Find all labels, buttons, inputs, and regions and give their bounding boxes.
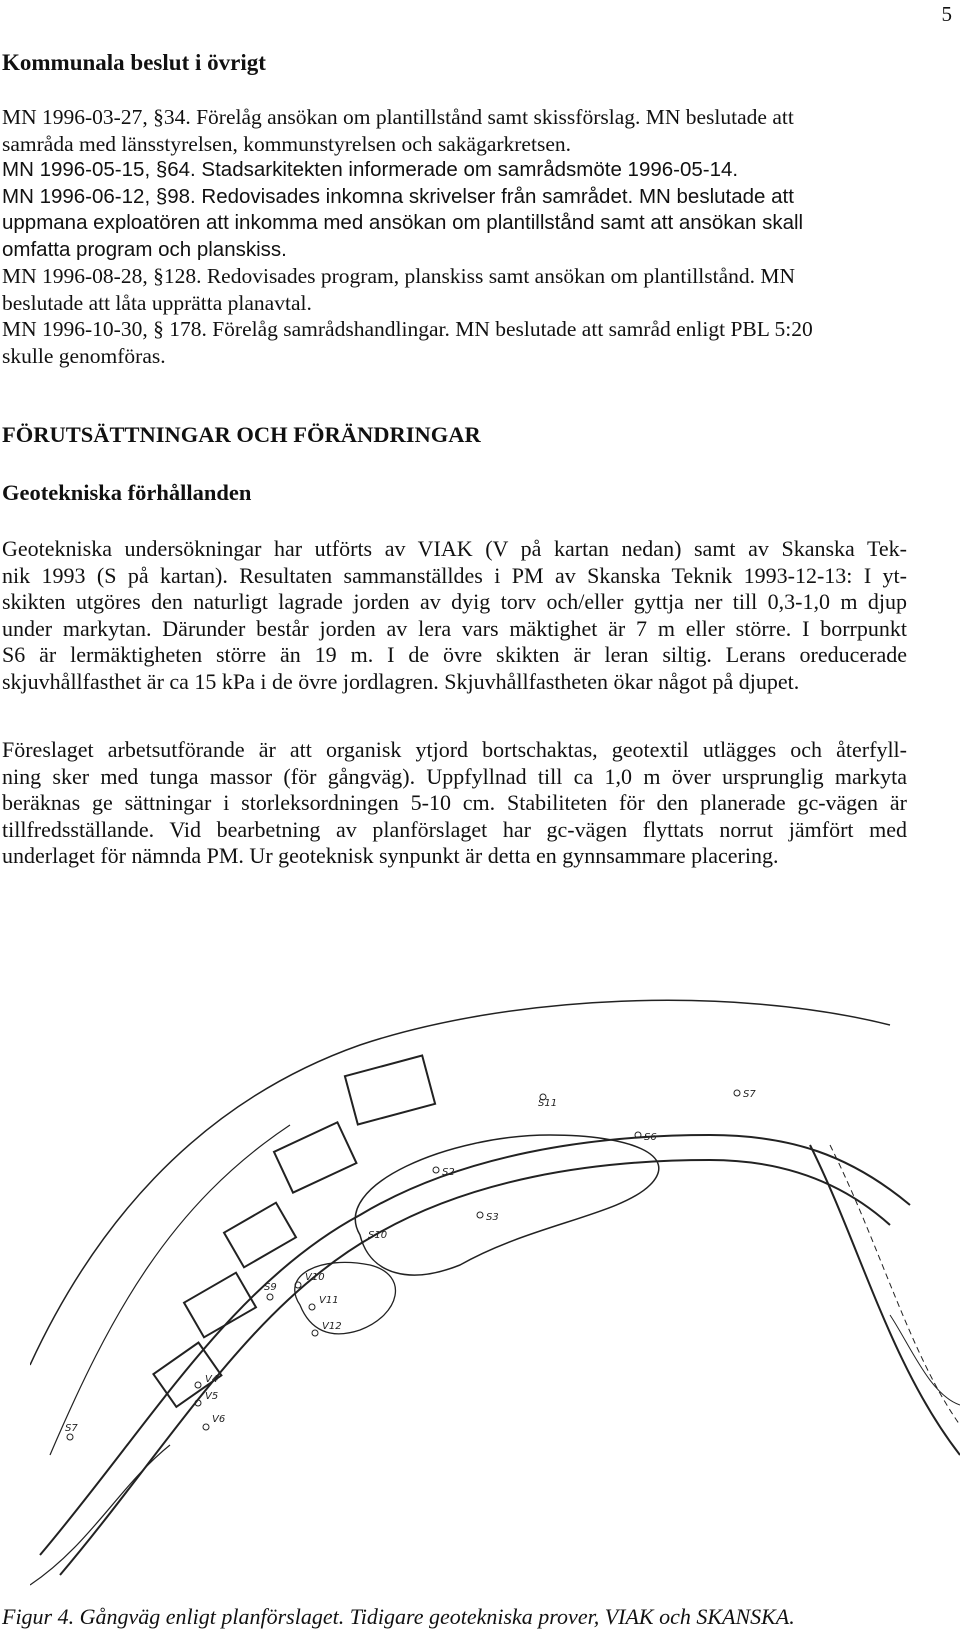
decision-list <box>2 104 937 369</box>
geotechnical-map <box>30 985 960 1595</box>
decision-line: skulle genomföras. <box>2 343 166 368</box>
map-point-label: S11 <box>538 1098 558 1109</box>
decision-line: MN 1996-03-27, §34. Förelåg ansökan om plantillstånd samt skissförslag. MN beslutade att <box>2 105 794 129</box>
decision-line: samråda med länsstyrelsen, kommunstyrelsen och sakägarkretsen. <box>2 131 571 156</box>
map-point-label: S7 <box>65 1423 78 1434</box>
geotechnical-paragraph <box>2 536 907 695</box>
decision-line: uppmana exploatören att inkomma med ansökan om plantillstånd samt att ansökan skall <box>2 211 804 234</box>
paragraph-line: skikten utgöres den naturligt lagrade jorden av dyig torv och/eller gyttja ner till 0,3-1,0 m djup <box>2 589 907 614</box>
paragraph-line: skjuvhållfasthet är ca 15 kPa i de övre jordlagren. Skjuvhållfastheten ökar något på djupet. <box>2 668 800 694</box>
paragraph-line: beräknas ge sättningar i storleksordningen 5-10 cm. Stabiliteten för den planerade gc-vägen är <box>2 790 907 815</box>
paragraph-line: ning sker med tunga massor (för gångväg). Uppfyllnad till ca 1,0 m över ursprunglig markyta <box>2 763 907 789</box>
decision-line: omfatta program och planskiss. <box>2 237 287 261</box>
map-point-label: V6 <box>212 1414 226 1425</box>
map-point-label: V11 <box>319 1295 339 1306</box>
subheading-geotekniska: Geotekniska förhållanden <box>2 480 252 505</box>
paragraph-line: tillfredsställande. Vid bearbetning av planförslaget har gc-vägen flyttats norrut jämfört med <box>2 816 907 842</box>
paragraph-line: Föreslaget arbetsutförande är att organisk ytjord bortschaktas, geotextil utlägges och återfyll- <box>2 737 907 762</box>
figure-caption: Figur 4. Gångväg enligt planförslaget. Tidigare geotekniska prover, VIAK och SKANSKA. <box>2 1604 795 1629</box>
map-point-label: S7 <box>743 1089 756 1100</box>
decision-line: beslutade att låta upprätta planavtal. <box>2 290 312 315</box>
map-point-label: V12 <box>322 1321 342 1332</box>
map-point-label: V5 <box>205 1391 219 1402</box>
page-number: 5 <box>941 2 952 26</box>
work-method-paragraph <box>2 737 907 870</box>
map-point-label: S10 <box>368 1230 388 1241</box>
section-heading-kommunala-beslut: Kommunala beslut i övrigt <box>2 50 266 75</box>
map-point-label: V10 <box>305 1272 325 1283</box>
paragraph-line: nik 1993 (S på kartan). Resultaten sammanställdes i PM av Skanska Teknik 1993-12-13: I yt- <box>2 562 907 588</box>
map-point-label: S9 <box>264 1282 277 1293</box>
map-point-label: S2 <box>442 1167 455 1178</box>
decision-line: MN 1996-06-12, §98. Redovisades inkomna skrivelser från samrådet. MN beslutade att <box>2 184 794 208</box>
section-heading-forutsattningar: FÖRUTSÄTTNINGAR OCH FÖRÄNDRINGAR <box>2 422 481 447</box>
paragraph-line: S6 är lermäktigheten större än 19 m. I de övre skikten är leran siltig. Lerans oreducerade <box>2 642 907 667</box>
map-point-label: V4 <box>205 1374 219 1385</box>
decision-line: MN 1996-05-15, §64. Stadsarkitekten informerade om samrådsmöte 1996-05-14. <box>2 158 739 181</box>
map-point-label: S6 <box>644 1132 657 1143</box>
paragraph-line: Geotekniska undersökningar har utförts av VIAK (V på kartan nedan) samt av Skanska Tek- <box>2 536 907 561</box>
decision-line: MN 1996-10-30, § 178. Förelåg samrådshandlingar. MN beslutade att samråd enligt PBL 5:20 <box>2 317 813 341</box>
decision-line: MN 1996-08-28, §128. Redovisades program, planskiss samt ansökan om plantillstånd. MN <box>2 264 796 288</box>
paragraph-line: under markytan. Därunder består jorden av lera vars mäktighet är 7 m eller större. I borrpunkt <box>2 615 907 641</box>
map-point-label: S3 <box>486 1212 499 1223</box>
paragraph-line: underlaget för nämnda PM. Ur geoteknisk synpunkt är detta en gynnsammare placering. <box>2 843 779 868</box>
